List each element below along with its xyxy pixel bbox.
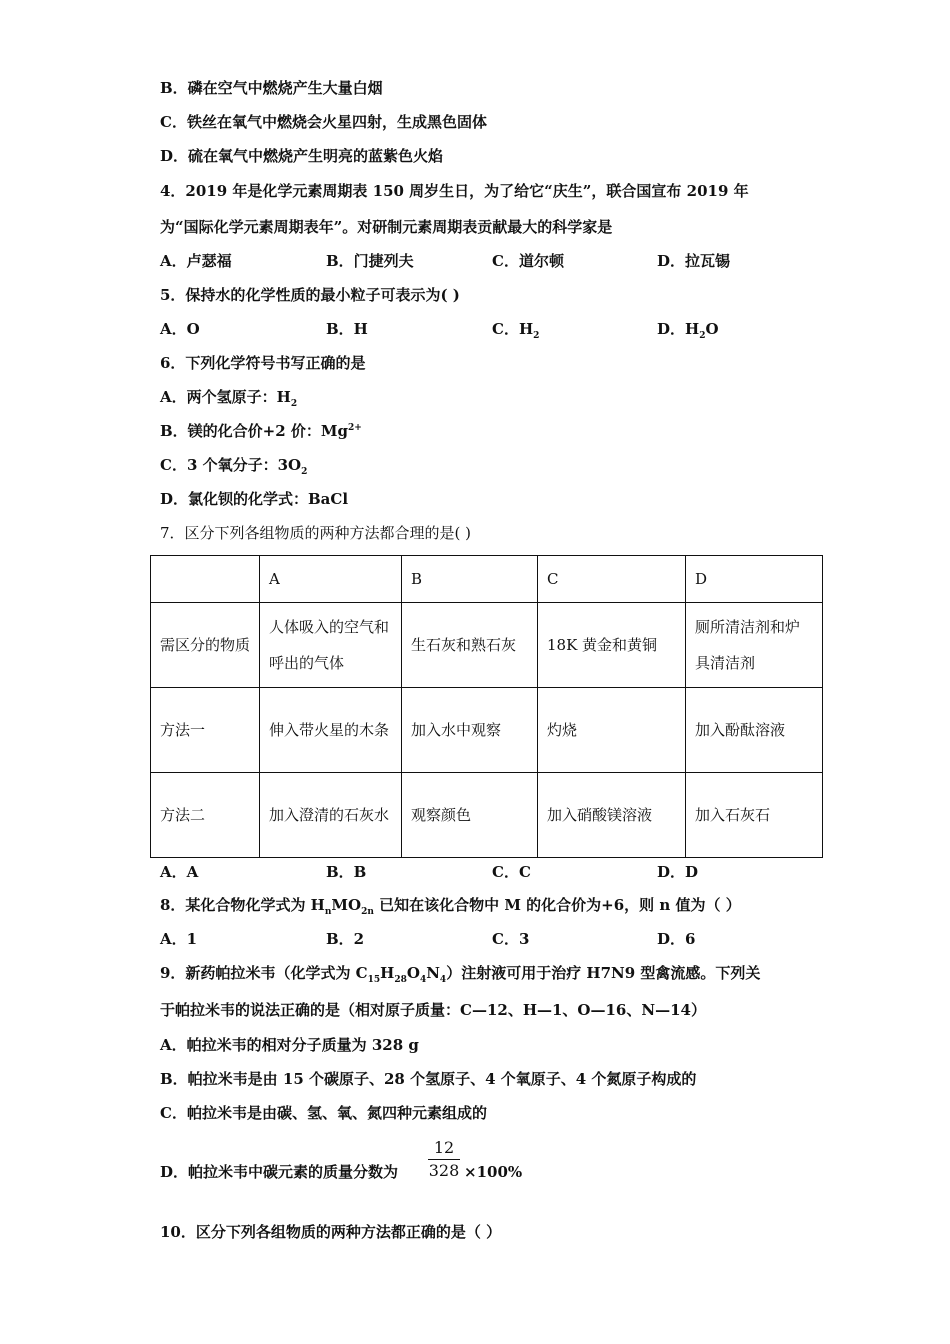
- q7-cell: 人体吸入的空气和呼出的气体: [260, 603, 402, 688]
- q8-option-d: D．6: [657, 930, 696, 948]
- q9-option-d: D．帕拉米韦中碳元素的质量分数为: [160, 1163, 399, 1181]
- fraction-bar: [428, 1159, 460, 1160]
- q5-option-c-sub: 2: [533, 331, 540, 341]
- q4-stem-line1: 4．2019 年是化学元素周期表 150 周岁生日，为了给它“庆生”，联合国宣布 2019 年: [160, 182, 749, 200]
- q7-cell: 加入澄清的石灰水: [260, 773, 402, 858]
- q7-cell: 18K 黄金和黄铜: [538, 603, 686, 688]
- q9-option-b: B．帕拉米韦是由 15 个碳原子、28 个氢原子、4 个氧原子、4 个氮原子构成的: [160, 1070, 697, 1088]
- q7-cell: 伸入带火星的木条: [260, 688, 402, 773]
- q7-header-cell: [151, 556, 260, 603]
- q7-cell: 观察颜色: [402, 773, 538, 858]
- q7-cell: 厕所清洁剂和炉具清洁剂: [686, 603, 823, 688]
- q7-cell: 加入水中观察: [402, 688, 538, 773]
- q6-option-a-text: A．两个氢原子：H: [160, 388, 291, 406]
- fraction-denominator: 328: [428, 1161, 460, 1180]
- q5-option-d-tail: O: [705, 320, 719, 338]
- q5-option-d-sub: 2: [699, 331, 706, 341]
- q8-sub-n: n: [324, 907, 332, 917]
- q9-option-c: C．帕拉米韦是由碳、氢、氧、氮四种元素组成的: [160, 1104, 487, 1122]
- q3-option-d: D．硫在氧气中燃烧产生明亮的蓝紫色火焰: [160, 147, 444, 165]
- q5-option-c: [492, 319, 539, 339]
- q4-option-a: A．卢瑟福: [160, 252, 232, 270]
- q3-option-c: C．铁丝在氧气中燃烧会火星四射，生成黑色固体: [160, 113, 487, 131]
- q5-option-d: [657, 319, 719, 339]
- q7-cell: 方法二: [151, 773, 260, 858]
- q8-option-b: B．2: [326, 930, 365, 948]
- q7-cell: 灼烧: [538, 688, 686, 773]
- q8-stem-formula: MO: [331, 896, 362, 914]
- q8-stem-tail: 已知在该化合物中 M 的化合价为+6，则 n 值为（ ）: [373, 896, 741, 914]
- q4-option-c: C．道尔顿: [492, 252, 564, 270]
- q8-option-c: C．3: [492, 930, 530, 948]
- q4-option-b: B．门捷列夫: [326, 252, 414, 270]
- q7-option-a: A．A: [160, 863, 199, 881]
- q7-option-b: B．B: [326, 863, 367, 881]
- q9-elem-o: O: [406, 964, 420, 982]
- q3-option-b: B．磷在空气中燃烧产生大量白烟: [160, 79, 383, 97]
- q7-cell: 加入石灰石: [686, 773, 823, 858]
- q10-stem: 10．区分下列各组物质的两种方法都正确的是（ ）: [160, 1223, 502, 1241]
- q7-header-cell: C: [538, 556, 686, 603]
- q7-header-cell: B: [402, 556, 538, 603]
- q5-option-a: A．O: [160, 320, 200, 338]
- q5-stem: 5．保持水的化学性质的最小粒子可表示为( ): [160, 286, 460, 304]
- q9-elem-n: N: [426, 964, 440, 982]
- q7-cell: 生石灰和熟石灰: [402, 603, 538, 688]
- q9-option-d-fraction: [428, 1138, 460, 1181]
- q6-option-c-text: C．3 个氧分子：3O: [160, 456, 302, 474]
- q9-option-d-tail: ×100%: [464, 1163, 523, 1181]
- q6-option-a: [160, 387, 297, 407]
- q6-option-c-sub: 2: [301, 467, 308, 477]
- q9-stem-text: 9．新药帕拉米韦（化学式为 C: [160, 964, 368, 982]
- q6-option-b: [160, 421, 362, 441]
- q7-option-c: C．C: [492, 863, 531, 881]
- fraction-numerator: 12: [433, 1138, 455, 1157]
- q6-stem: 6．下列化学符号书写正确的是: [160, 354, 366, 372]
- q7-cell: 加入酚酞溶液: [686, 688, 823, 773]
- q5-option-b: B．H: [326, 320, 368, 338]
- q9-sub-c: 15: [367, 975, 381, 985]
- q5-option-d-text: D．H: [657, 320, 700, 338]
- q4-stem-line2: 为“国际化学元素周期表年”。对研制元素周期表贡献最大的科学家是: [160, 218, 613, 236]
- q9-stem-tail: ）注射液可用于治疗 H7N9 型禽流感。下列关: [446, 964, 761, 982]
- q7-row: [151, 603, 823, 688]
- q8-option-a: A．1: [160, 930, 198, 948]
- q6-option-a-sub: 2: [290, 399, 298, 409]
- q7-header-cell: D: [686, 556, 823, 603]
- q9-elem-h: H: [380, 964, 395, 982]
- q9-stem-line2: 于帕拉米韦的说法正确的是（相对原子质量：C—12、H—1、O—16、N—14）: [160, 1001, 706, 1019]
- q6-option-b-text: B．镁的化合价+2 价：Mg: [160, 422, 348, 440]
- q4-option-d: D．拉瓦锡: [657, 252, 731, 270]
- q7-option-d: D．D: [657, 863, 699, 881]
- q9-sub-o: 4: [419, 975, 427, 985]
- q7-stem: 7．区分下列各组物质的两种方法都合理的是( ): [160, 524, 472, 542]
- q7-cell: 加入硝酸镁溶液: [538, 773, 686, 858]
- q9-sub-n: 4: [439, 975, 447, 985]
- q6-option-d: D．氯化钡的化学式：BaCl: [160, 490, 349, 508]
- q7-table: [150, 555, 823, 858]
- q7-cell: 需区分的物质: [151, 603, 260, 688]
- q8-sub-2n: 2n: [361, 907, 374, 917]
- q7-header-row: [151, 556, 823, 603]
- q8-stem: [160, 895, 741, 915]
- q6-option-c: [160, 455, 307, 475]
- q7-row: [151, 773, 823, 858]
- q7-header-cell: A: [260, 556, 402, 603]
- q5-option-c-text: C．H: [492, 320, 534, 338]
- q8-stem-text: 8．某化合物化学式为 H: [160, 896, 325, 914]
- q6-option-b-sup: 2+: [348, 423, 362, 433]
- q7-cell: 方法一: [151, 688, 260, 773]
- q7-row: [151, 688, 823, 773]
- q9-stem-line1: [160, 963, 760, 983]
- q9-option-a: A．帕拉米韦的相对分子质量为 328 g: [160, 1036, 419, 1054]
- q9-sub-h: 28: [394, 975, 407, 985]
